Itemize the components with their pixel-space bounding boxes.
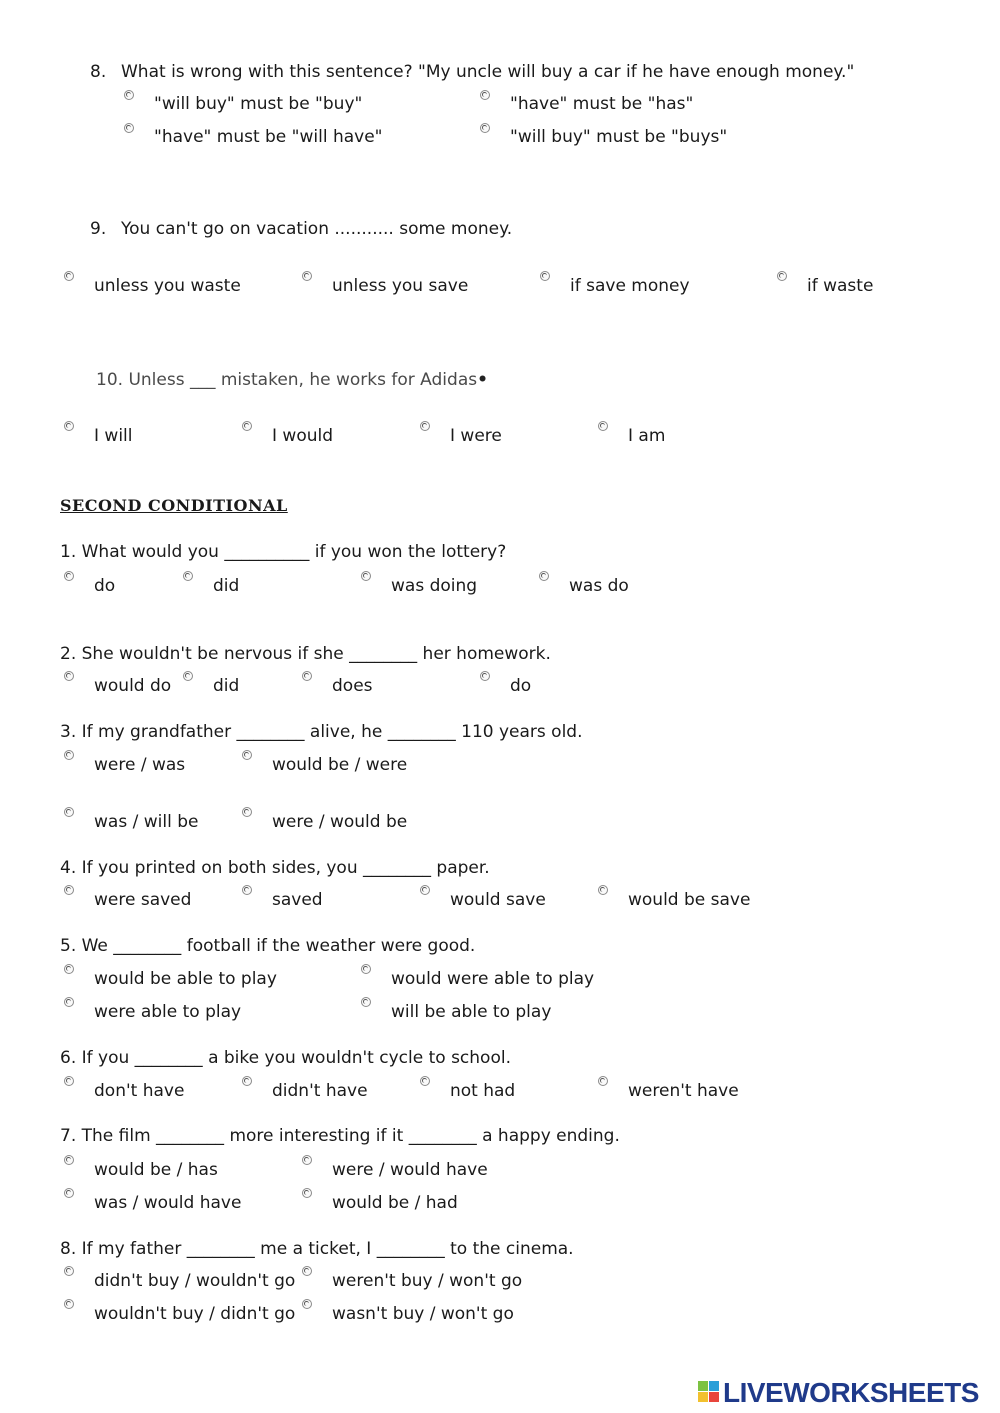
question-10-label: 10. Unless ___ mistaken, he works for Adidas xyxy=(96,370,478,390)
sc7-option-3-label[interactable]: was / would have xyxy=(94,1193,242,1213)
sc2-option-3-radio[interactable] xyxy=(302,671,312,681)
sc1-option-4-label[interactable]: was do xyxy=(569,576,629,596)
q10-option-4-label[interactable]: I am xyxy=(628,426,666,446)
sc3-option-2-radio[interactable] xyxy=(242,750,252,760)
sc4-option-4-label[interactable]: would be save xyxy=(628,890,751,910)
sc1-option-3-label[interactable]: was doing xyxy=(391,576,478,596)
q8-option-2-radio[interactable] xyxy=(480,90,490,100)
sc8-option-3-radio[interactable] xyxy=(64,1299,74,1309)
question-8-text: What is wrong with this sentence? "My uncle will buy a car if he have enough money." xyxy=(121,62,855,82)
sc8-option-3-label[interactable]: wouldn't buy / didn't go xyxy=(94,1304,296,1324)
sc3-option-3-radio[interactable] xyxy=(64,807,74,817)
sc-question-7-text: 7. The film ________ more interesting if it ________ a happy ending. xyxy=(60,1126,620,1146)
sc6-option-2-radio[interactable] xyxy=(242,1076,252,1086)
sc6-option-3-label[interactable]: not had xyxy=(450,1081,516,1101)
sc2-option-1-label[interactable]: would do xyxy=(94,676,172,696)
q8-option-3-label[interactable]: "have" must be "will have" xyxy=(154,127,383,147)
q10-option-3-label[interactable]: I were xyxy=(450,426,502,446)
sc-question-2-text: 2. She wouldn't be nervous if she ________ her homework. xyxy=(60,644,551,664)
q8-option-4-label[interactable]: "will buy" must be "buys" xyxy=(510,127,728,147)
question-9-text: You can't go on vacation ........... some money. xyxy=(121,219,513,239)
sc-question-8-text: 8. If my father ________ me a ticket, I ________ to the cinema. xyxy=(60,1239,574,1259)
sc3-option-3-label[interactable]: was / will be xyxy=(94,812,199,832)
q10-option-2-label[interactable]: I would xyxy=(272,426,334,446)
sc6-option-3-radio[interactable] xyxy=(420,1076,430,1086)
sc1-option-1-radio[interactable] xyxy=(64,571,74,581)
sc7-option-1-label[interactable]: would be / has xyxy=(94,1160,218,1180)
sc5-option-2-radio[interactable] xyxy=(361,964,371,974)
sc4-option-2-radio[interactable] xyxy=(242,885,252,895)
sc1-option-1-label[interactable]: do xyxy=(94,576,116,596)
q9-option-1-radio[interactable] xyxy=(64,271,74,281)
q10-option-1-label[interactable]: I will xyxy=(94,426,133,446)
sc5-option-1-radio[interactable] xyxy=(64,964,74,974)
liveworksheets-logo-icon xyxy=(698,1381,720,1403)
sc7-option-2-radio[interactable] xyxy=(302,1155,312,1165)
sc4-option-4-radio[interactable] xyxy=(598,885,608,895)
sc7-option-4-radio[interactable] xyxy=(302,1188,312,1198)
sc1-option-2-radio[interactable] xyxy=(183,571,193,581)
sc5-option-4-label[interactable]: will be able to play xyxy=(391,1002,552,1022)
sc5-option-3-label[interactable]: were able to play xyxy=(94,1002,242,1022)
sc6-option-4-radio[interactable] xyxy=(598,1076,608,1086)
sc-question-3-text: 3. If my grandfather ________ alive, he ________ 110 years old. xyxy=(60,722,583,742)
sc1-option-3-radio[interactable] xyxy=(361,571,371,581)
sc3-option-1-label[interactable]: were / was xyxy=(94,755,186,775)
q8-option-1-radio[interactable] xyxy=(124,90,134,100)
sc-question-1-text: 1. What would you __________ if you won the lottery? xyxy=(60,542,507,562)
sc6-option-1-label[interactable]: don't have xyxy=(94,1081,185,1101)
sc8-option-4-radio[interactable] xyxy=(302,1299,312,1309)
sc2-option-3-label[interactable]: does xyxy=(332,676,373,696)
sc5-option-1-label[interactable]: would be able to play xyxy=(94,969,277,989)
sc1-option-4-radio[interactable] xyxy=(539,571,549,581)
sc7-option-3-radio[interactable] xyxy=(64,1188,74,1198)
q8-option-1-label[interactable]: "will buy" must be "buy" xyxy=(154,94,363,114)
sc-question-5-text: 5. We ________ football if the weather were good. xyxy=(60,936,476,956)
sc4-option-3-label[interactable]: would save xyxy=(450,890,546,910)
q9-option-4-radio[interactable] xyxy=(777,271,787,281)
q10-option-1-radio[interactable] xyxy=(64,421,74,431)
sc6-option-1-radio[interactable] xyxy=(64,1076,74,1086)
sc2-option-2-radio[interactable] xyxy=(183,671,193,681)
sc2-option-1-radio[interactable] xyxy=(64,671,74,681)
sc1-option-2-label[interactable]: did xyxy=(213,576,240,596)
sc5-option-2-label[interactable]: would were able to play xyxy=(391,969,595,989)
q9-option-2-label[interactable]: unless you save xyxy=(332,276,469,296)
sc2-option-4-radio[interactable] xyxy=(480,671,490,681)
q9-option-1-label[interactable]: unless you waste xyxy=(94,276,241,296)
sc8-option-1-label[interactable]: didn't buy / wouldn't go xyxy=(94,1271,296,1291)
sc4-option-1-label[interactable]: were saved xyxy=(94,890,192,910)
q8-option-4-radio[interactable] xyxy=(480,123,490,133)
sc7-option-1-radio[interactable] xyxy=(64,1155,74,1165)
sc3-option-2-label[interactable]: would be / were xyxy=(272,755,408,775)
sc4-option-1-radio[interactable] xyxy=(64,885,74,895)
question-10-text xyxy=(96,372,488,389)
sc6-option-4-label[interactable]: weren't have xyxy=(628,1081,739,1101)
question-10-dot: • xyxy=(477,370,488,390)
sc5-option-3-radio[interactable] xyxy=(64,997,74,1007)
sc7-option-4-label[interactable]: would be / had xyxy=(332,1193,458,1213)
logo-square-red xyxy=(709,1392,719,1402)
sc8-option-1-radio[interactable] xyxy=(64,1266,74,1276)
q9-option-3-label[interactable]: if save money xyxy=(570,276,690,296)
q8-option-2-label[interactable]: "have" must be "has" xyxy=(510,94,694,114)
logo-square-blue xyxy=(709,1381,719,1391)
q9-option-3-radio[interactable] xyxy=(540,271,550,281)
q10-option-3-radio[interactable] xyxy=(420,421,430,431)
sc-question-6-text: 6. If you ________ a bike you wouldn't cycle to school. xyxy=(60,1048,511,1068)
sc3-option-4-label[interactable]: were / would be xyxy=(272,812,408,832)
q8-option-3-radio[interactable] xyxy=(124,123,134,133)
liveworksheets-logo: LIVEWORKSHEETS xyxy=(723,1377,979,1408)
sc3-option-1-radio[interactable] xyxy=(64,750,74,760)
logo-square-yellow xyxy=(698,1392,708,1402)
question-9-number: 9. xyxy=(90,219,107,239)
sc8-option-2-radio[interactable] xyxy=(302,1266,312,1276)
q9-option-4-label[interactable]: if waste xyxy=(807,276,874,296)
sc2-option-2-label[interactable]: did xyxy=(213,676,240,696)
sc4-option-2-label[interactable]: saved xyxy=(272,890,323,910)
sc2-option-4-label[interactable]: do xyxy=(510,676,532,696)
sc6-option-2-label[interactable]: didn't have xyxy=(272,1081,368,1101)
sc8-option-2-label[interactable]: weren't buy / won't go xyxy=(332,1271,523,1291)
q10-option-2-radio[interactable] xyxy=(242,421,252,431)
q9-option-2-radio[interactable] xyxy=(302,271,312,281)
sc5-option-4-radio[interactable] xyxy=(361,997,371,1007)
section-title: SECOND CONDITIONAL xyxy=(60,496,288,515)
sc8-option-4-label[interactable]: wasn't buy / won't go xyxy=(332,1304,514,1324)
sc4-option-3-radio[interactable] xyxy=(420,885,430,895)
sc3-option-4-radio[interactable] xyxy=(242,807,252,817)
sc7-option-2-label[interactable]: were / would have xyxy=(332,1160,488,1180)
question-8-number: 8. xyxy=(90,62,107,82)
sc-question-4-text: 4. If you printed on both sides, you ________ paper. xyxy=(60,858,490,878)
q10-option-4-radio[interactable] xyxy=(598,421,608,431)
logo-square-green xyxy=(698,1381,708,1391)
